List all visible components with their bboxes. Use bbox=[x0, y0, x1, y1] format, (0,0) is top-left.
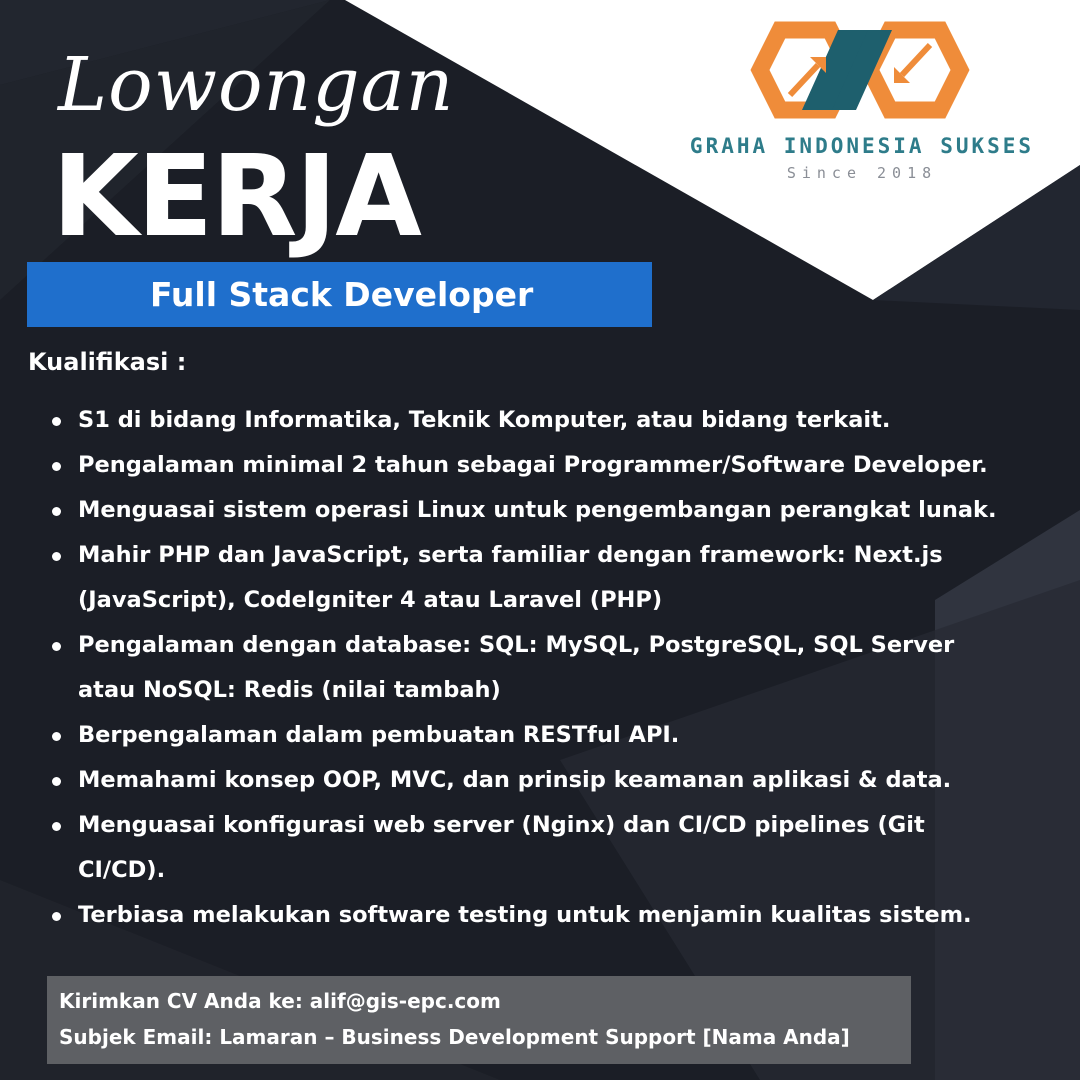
qualification-item: Menguasai sistem operasi Linux untuk pengembangan perangkat lunak. bbox=[40, 488, 1075, 533]
company-logo bbox=[640, 10, 1080, 190]
qualification-item: Pengalaman minimal 2 tahun sebagai Programmer/Software Developer. bbox=[40, 443, 1075, 488]
qualification-item: S1 di bidang Informatika, Teknik Komputer, atau bidang terkait. bbox=[40, 398, 1075, 443]
qualification-item: Pengalaman dengan database: SQL: MySQL, PostgreSQL, SQL Server atau NoSQL: Redis (nilai tambah) bbox=[40, 623, 1075, 713]
qualifications-heading: Kualifikasi : bbox=[28, 348, 187, 376]
qualifications-list bbox=[40, 398, 1075, 938]
main-title-kerja: KERJA bbox=[52, 132, 420, 262]
qualification-item: Mahir PHP dan JavaScript, serta familiar dengan framework: Next.js (JavaScript), CodeIgniter 4 atau Laravel (PHP) bbox=[40, 533, 1075, 623]
qualification-item: Memahami konsep OOP, MVC, dan prinsip keamanan aplikasi & data. bbox=[40, 758, 1075, 803]
company-since: Since 2018 bbox=[786, 164, 938, 182]
contact-subject-line: Subjek Email: Lamaran – Business Development Support [Nama Anda] bbox=[59, 1025, 850, 1049]
qualification-item: Berpengalaman dalam pembuatan RESTful API. bbox=[40, 713, 1075, 758]
script-title-lowongan: Lowongan bbox=[58, 42, 455, 128]
qualification-item: Terbiasa melakukan software testing untuk menjamin kualitas sistem. bbox=[40, 893, 1075, 938]
contact-email-line: Kirimkan CV Anda ke: alif@gis-epc.com bbox=[59, 989, 501, 1013]
logo-mark-icon bbox=[750, 15, 970, 125]
position-title: Full Stack Developer bbox=[150, 275, 534, 314]
company-name: GRAHA INDONESIA SUKSES bbox=[689, 134, 1035, 158]
contact-box bbox=[47, 976, 911, 1064]
qualification-item: Menguasai konfigurasi web server (Nginx) dan CI/CD pipelines (Git CI/CD). bbox=[40, 803, 1075, 893]
